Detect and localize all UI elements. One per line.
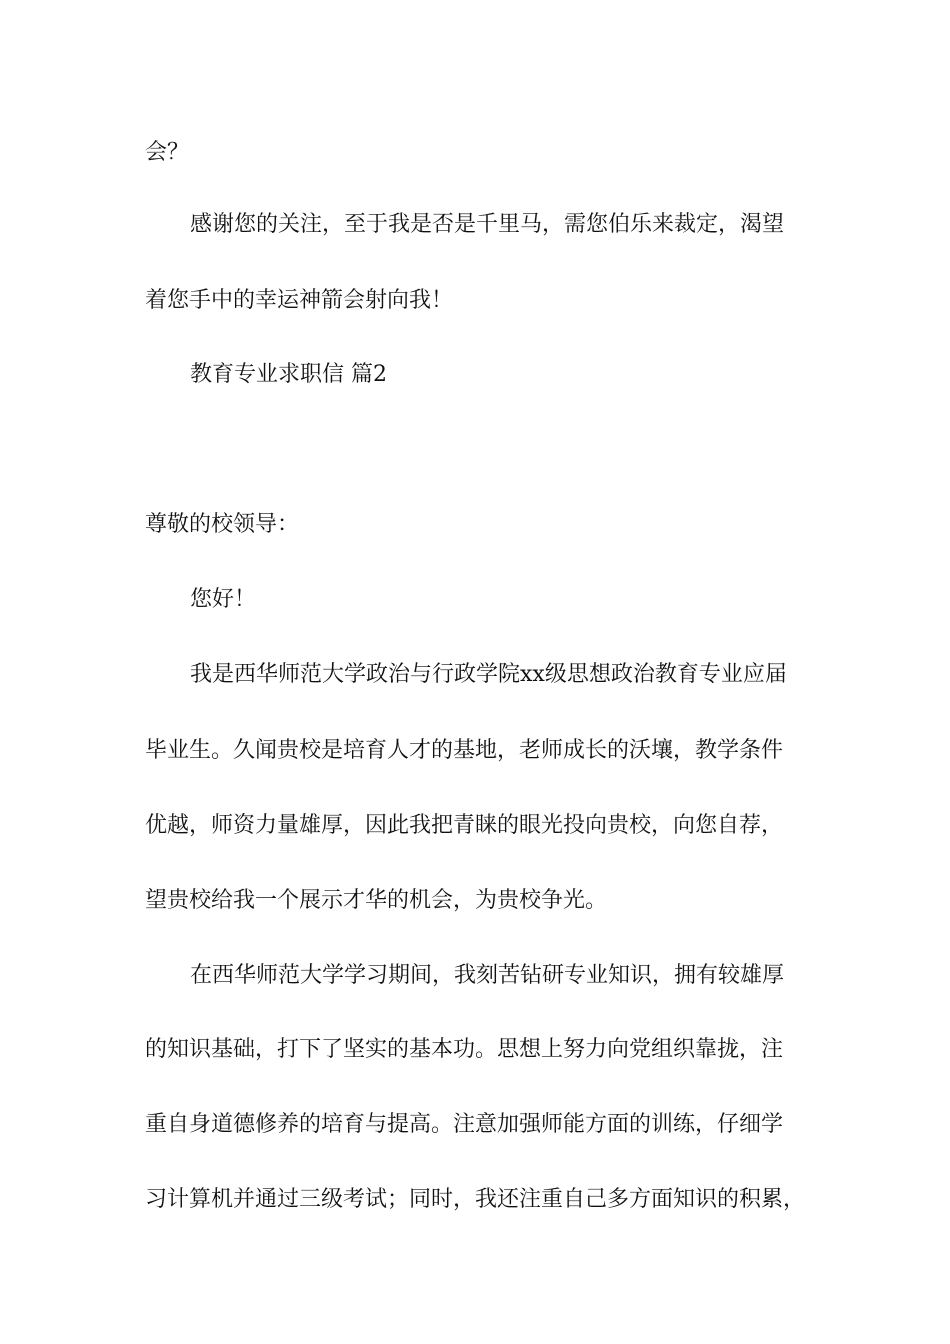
text-line: 感谢您的关注，至于我是否是千里马，需您伯乐来裁定，渴望 bbox=[190, 212, 785, 237]
salutation: 尊敬的校领导： bbox=[145, 512, 300, 537]
text-line: 会？ bbox=[145, 140, 190, 165]
text-line: 重自身道德修养的培育与提高。注意加强师能方面的训练，仔细学 bbox=[145, 1112, 784, 1137]
text-line: 习计算机并通过三级考试；同时，我还注重自己多方面知识的积累， bbox=[145, 1187, 806, 1212]
greeting: 您好！ bbox=[190, 587, 257, 612]
text-line: 毕业生。久闻贵校是培育人才的基地，老师成长的沃壤，教学条件 bbox=[145, 738, 784, 763]
text-line: 优越，师资力量雄厚，因此我把青睐的眼光投向贵校，向您自荐， bbox=[145, 813, 784, 838]
text-line: 我是西华师范大学政治与行政学院xx级思想政治教育专业应届 bbox=[190, 662, 787, 687]
text-line: 着您手中的幸运神箭会射向我！ bbox=[145, 288, 454, 313]
text-line: 望贵校给我一个展示才华的机会，为贵校争光。 bbox=[145, 888, 608, 913]
text-line: 在西华师范大学学习期间，我刻苦钻研专业知识，拥有较雄厚 bbox=[190, 963, 785, 988]
section-heading: 教育专业求职信 篇2 bbox=[190, 362, 387, 387]
text-line: 的知识基础，打下了坚实的基本功。思想上努力向党组织靠拢，注 bbox=[145, 1037, 784, 1062]
